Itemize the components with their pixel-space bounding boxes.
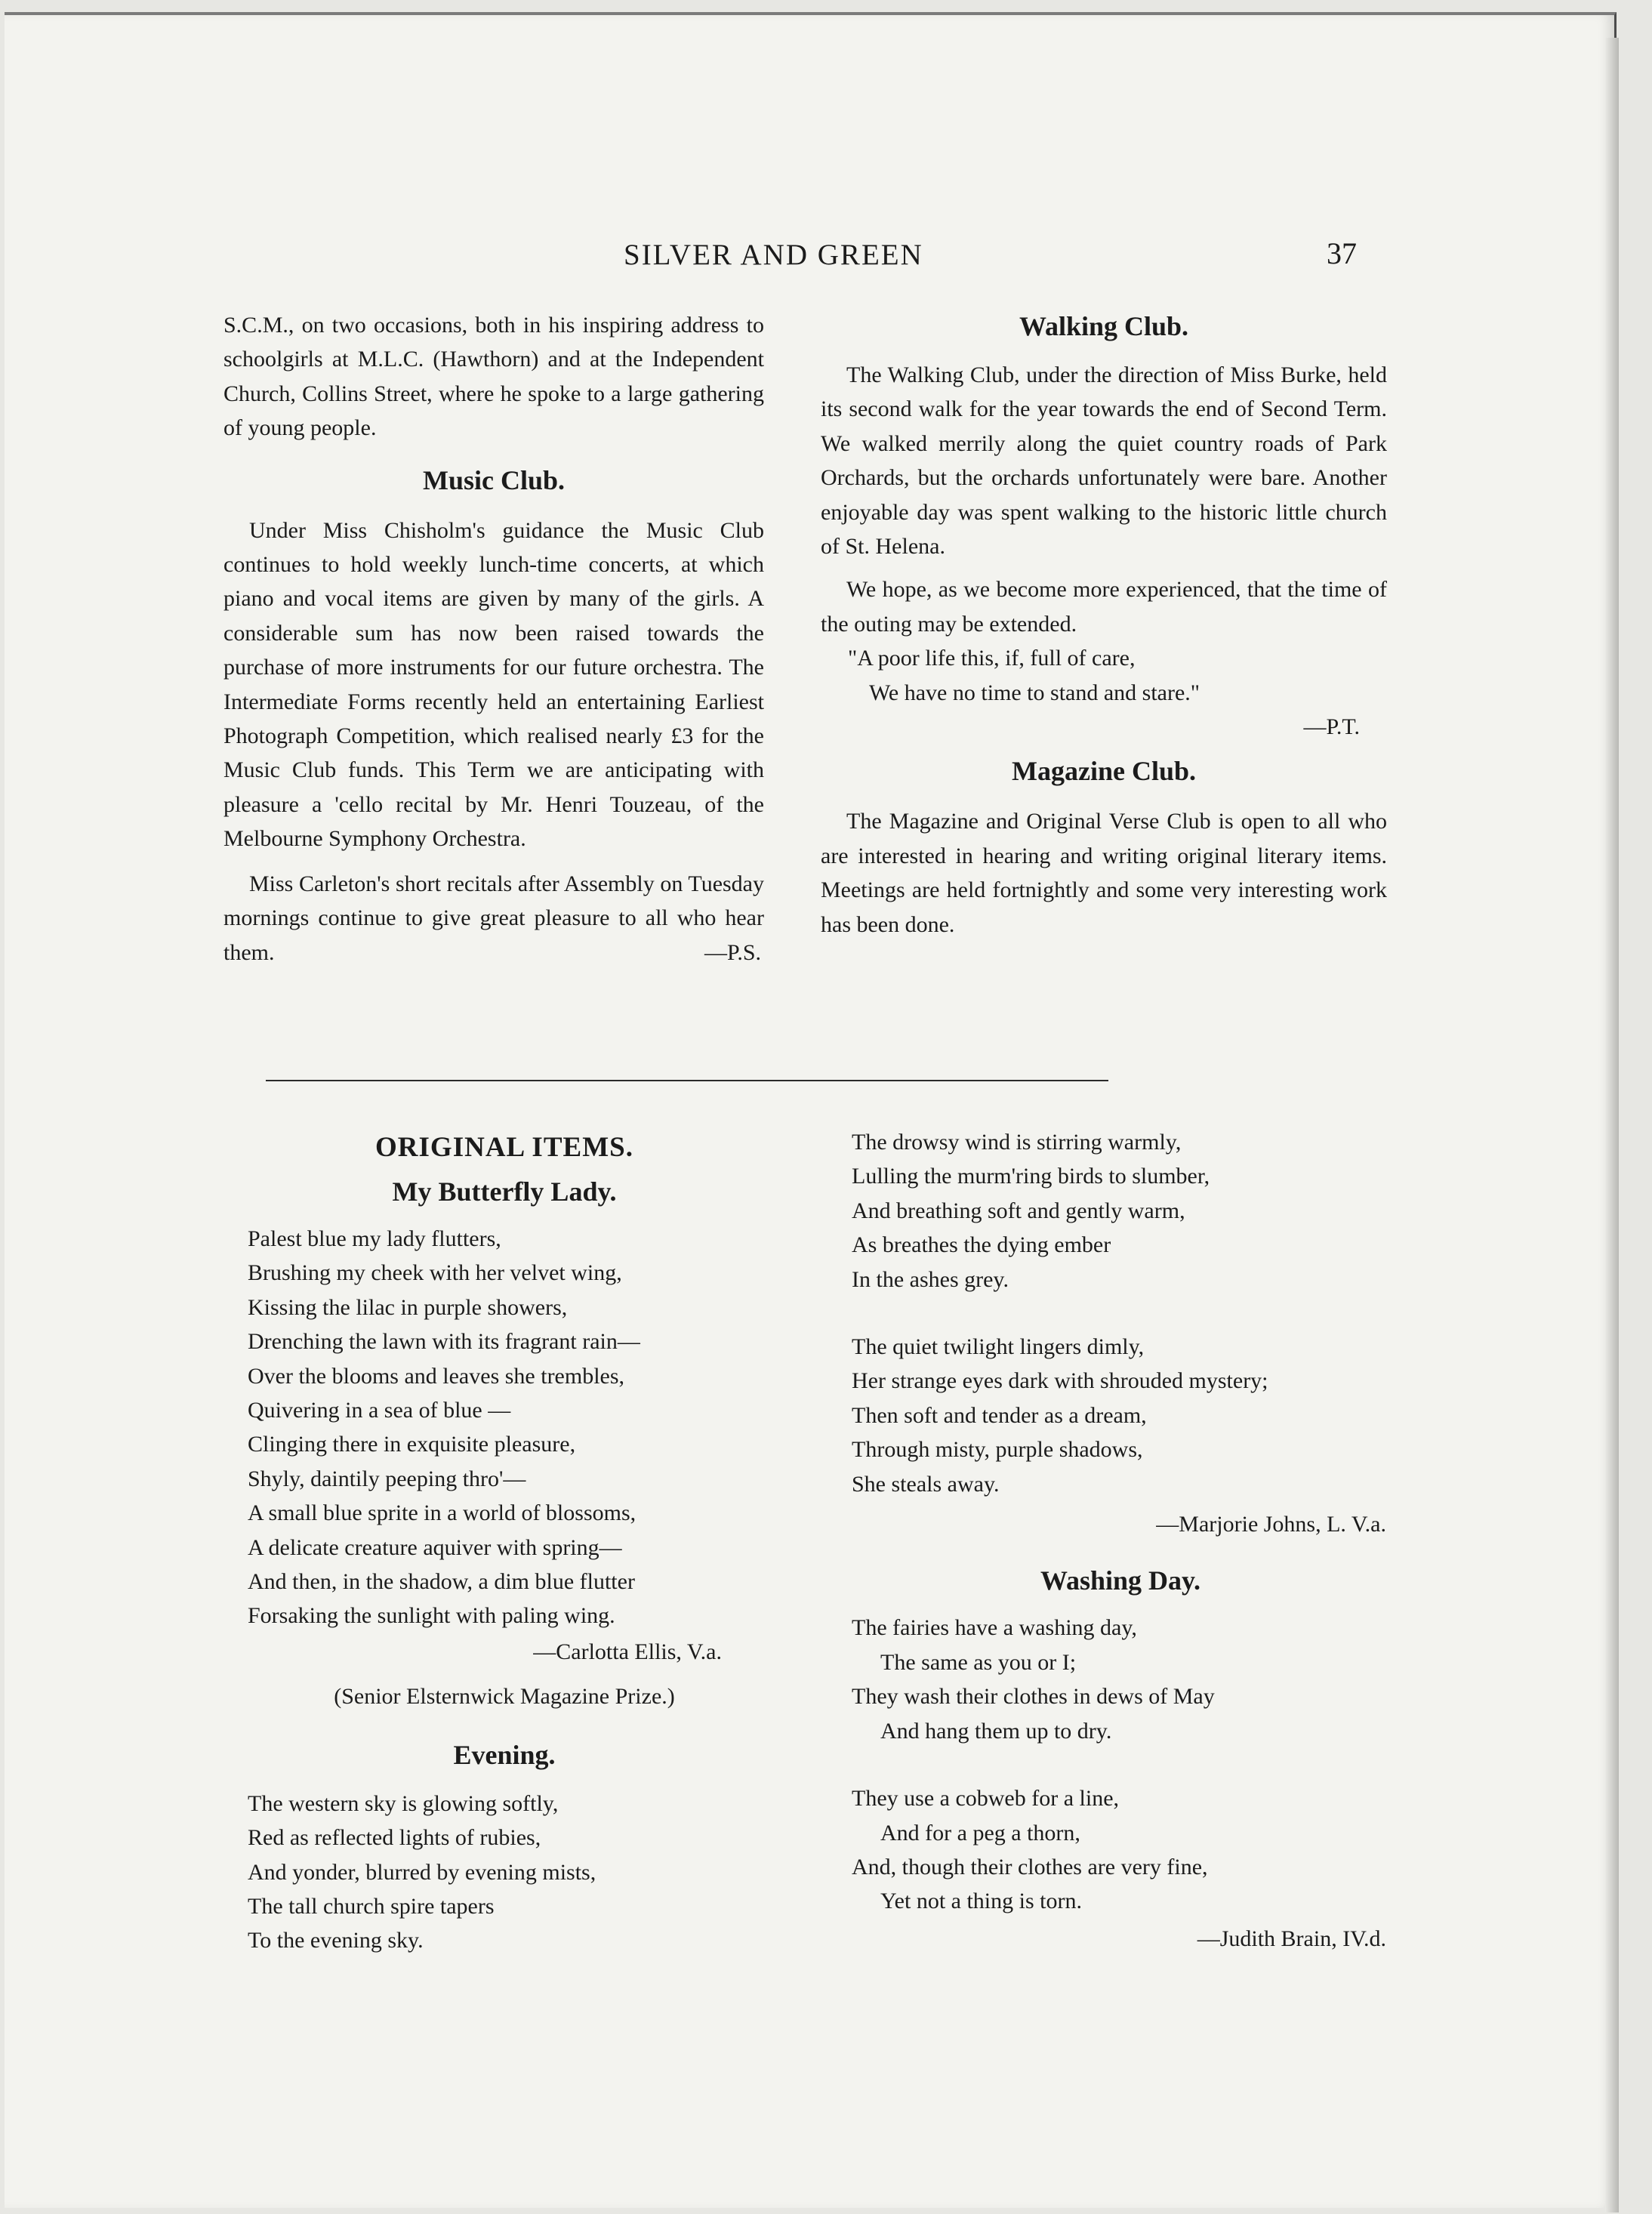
evening-title: Evening. [453,1739,556,1770]
poem-line: Forsaking the sunlight with paling wing. [248,1603,615,1629]
poem-line: And yonder, blurred by evening mists, [248,1859,596,1885]
washing-day-title: Washing Day. [1040,1565,1201,1596]
walking-club-quote-line-1: "A poor life this, if, full of care, [848,646,1136,671]
poem-line: She steals away. [852,1471,1000,1497]
poem-line: Then soft and tender as a dream, [852,1402,1147,1428]
music-club-heading: Music Club. [422,464,566,495]
evening-poem-stanza-1 [248,1787,791,1958]
page-edge-shadow [1605,38,1619,2212]
poem-line: Palest blue my lady flutters, [248,1226,501,1251]
poem-line: And for a peg a thorn, [880,1820,1080,1846]
bottom-right-column [852,1125,1389,1956]
poem-line: The fairies have a washing day, [852,1615,1137,1641]
washing-day-stanza-2 [852,1781,1389,1919]
poem-line: Yet not a thing is torn. [880,1889,1082,1914]
poem-line: Lulling the murm'ring birds to slumber, [852,1164,1210,1189]
poem-line: In the ashes grey. [852,1266,1009,1292]
poem-line: The quiet twilight lingers dimly, [852,1334,1145,1360]
washing-day-author: —Judith Brain, IV.d. [1197,1926,1386,1951]
butterfly-prize: (Senior Elsternwick Magazine Prize.) [334,1684,675,1710]
poem-line: And, though their clothes are very fine, [852,1854,1208,1879]
poem-line: To the evening sky. [248,1928,424,1953]
poem-line: The tall church spire tapers [248,1893,495,1919]
poem-line: Kissing the lilac in purple showers, [248,1294,568,1320]
poem-line: A small blue sprite in a world of blossoms, [248,1500,636,1526]
poem-line: Quivering in a sea of blue — [248,1398,511,1423]
walking-club-quote-line-2: We have no time to stand and stare." [869,680,1200,705]
poem-line: They wash their clothes in dews of May [852,1684,1215,1710]
poem-line: As breathes the dying ember [852,1232,1111,1258]
walking-club-signature: —P.T. [1303,714,1360,740]
butterfly-author: —Carlotta Ellis, V.a. [533,1639,722,1664]
music-club-paragraph-2: Miss Carleton's short recitals after Assembly on Tuesday mornings continue to give great pleasure to all who hear them. [223,871,764,965]
poem-line: Brushing my cheek with her velvet wing, [248,1260,622,1286]
magazine-club-heading: Magazine Club. [1011,756,1196,787]
evening-poem-stanza-2 [852,1125,1389,1297]
bottom-left-column [248,1130,791,1958]
top-right-column [821,308,1387,942]
butterfly-poem [248,1222,791,1633]
original-items-heading: ORIGINAL ITEMS. [375,1132,633,1163]
section-divider [266,1080,1108,1081]
evening-author: —Marjorie Johns, L. V.a. [1156,1512,1386,1537]
page-number: 37 [1327,236,1357,270]
magazine-club-paragraph: The Magazine and Original Verse Club is open to all who are interested in hearing and writing original literary items. Meetings are held fortnightly and some very interesting work has been done. [821,809,1387,937]
poem-line: The western sky is glowing softly, [248,1790,559,1816]
butterfly-title: My Butterfly Lady. [392,1176,617,1207]
poem-line: And breathing soft and gently warm, [852,1198,1185,1223]
poem-line: Red as reflected lights of rubies, [248,1825,541,1851]
walking-club-paragraph-2: We hope, as we become more experienced, that the time of the outing may be extended. [821,577,1387,637]
top-left-column [223,308,764,970]
music-club-signature: —P.S. [704,939,761,965]
poem-line: Over the blooms and leaves she trembles, [248,1363,625,1389]
running-title: SILVER AND GREEN [624,239,923,271]
poem-line: The drowsy wind is stirring warmly, [852,1130,1182,1155]
poem-line: Her strange eyes dark with shrouded mystery; [852,1368,1268,1394]
poem-line: They use a cobweb for a line, [852,1786,1120,1812]
poem-line: Shyly, daintily peeping thro'— [248,1466,526,1491]
poem-line: And hang them up to dry. [880,1718,1112,1744]
walking-club-paragraph-1: The Walking Club, under the direction of Miss Burke, held its second walk for the year towards the end of Second Term. We walked merrily along the quiet country roads of Park Orchards, but the orchards unfortunately were bare. Another enjoyable day was spent walking to the historic little church of St. Helena. [821,362,1387,560]
poem-line: A delicate creature aquiver with spring— [248,1534,622,1560]
washing-day-stanza-1 [852,1611,1389,1748]
poem-line: Drenching the lawn with its fragrant rain— [248,1329,640,1355]
scm-paragraph: S.C.M., on two occasions, both in his inspiring address to schoolgirls at M.L.C. (Hawthorn) and at the Independent Church, Collins Street, where he spoke to a large gathering of young people. [223,313,764,441]
poem-line: Clinging there in exquisite pleasure, [248,1432,576,1457]
poem-line: The same as you or I; [880,1649,1077,1675]
poem-line: Through misty, purple shadows, [852,1437,1143,1463]
poem-line: And then, in the shadow, a dim blue flutter [248,1569,635,1595]
walking-club-heading: Walking Club. [1019,311,1189,341]
music-club-paragraph-1: Under Miss Chisholm's guidance the Music Club continues to hold weekly lunch-time concerts, at which piano and vocal items are given by many of the girls. A considerable sum has now been raised towards the purchase of more instruments for our future orchestra. The Intermediate Forms recently held an entertaining Earliest Photograph Competition, which realised nearly £3 for the Music Club funds. This Term we are anticipating with pleasure a 'cello recital by Mr. Henri Touzeau, of the Melbourne Symphony Orchestra. [223,517,764,852]
evening-poem-stanza-3 [852,1330,1389,1501]
